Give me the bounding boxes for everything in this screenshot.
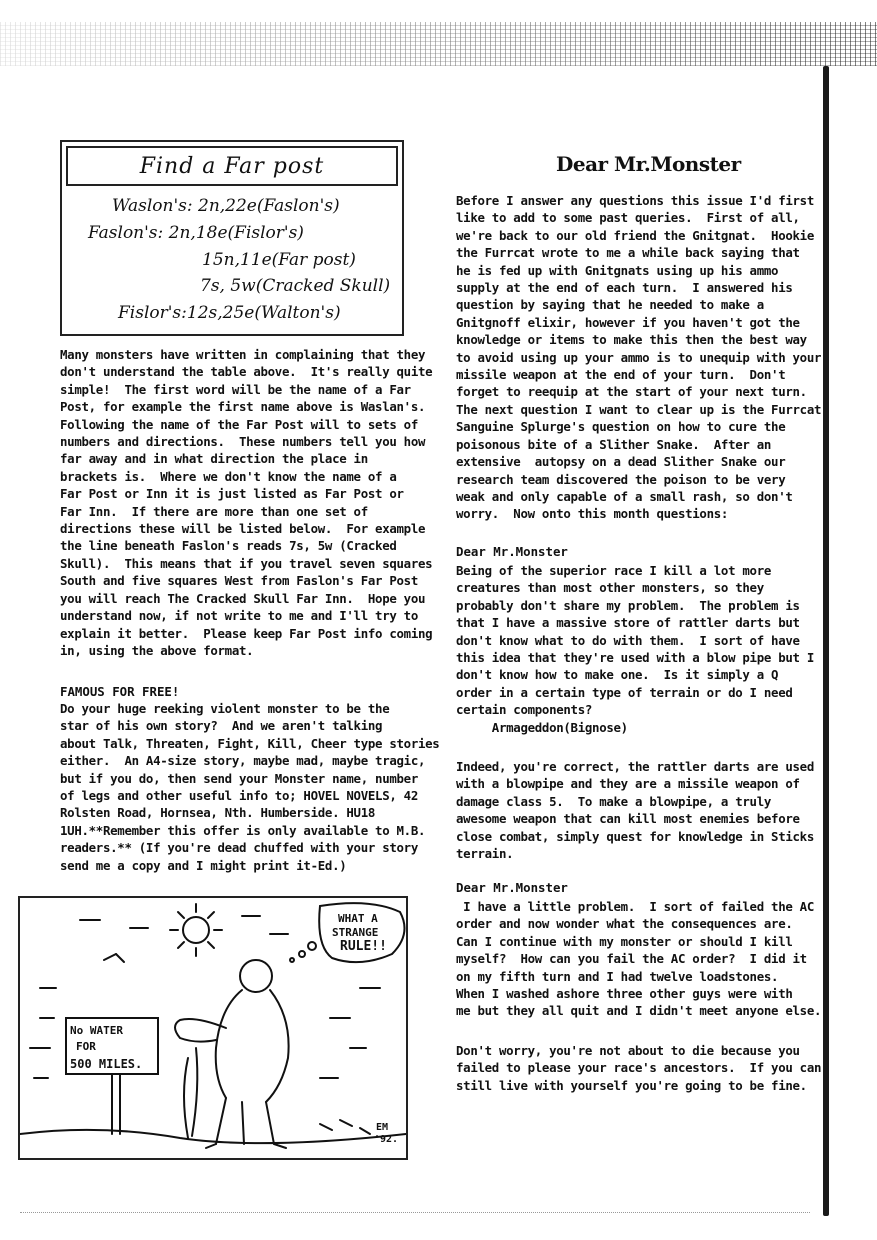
text-line: still live with yourself you're going to be fine. [456,1077,807,1093]
letter2-heading: Dear Mr.Monster [456,880,568,895]
text-line: knowledge or items to make this then the best way [456,332,807,348]
text-line: Many monsters have written in complaining that they [60,347,426,362]
sign-text-line: 500 MILES. [70,1057,143,1071]
text-line: When I washed ashore three other guys were with [456,986,793,1002]
text-line: we're back to our old friend the Gnitgnat. Hookie [456,227,814,243]
page-edge-shadow [823,66,829,1216]
sign-text-line: FOR [76,1040,96,1053]
text-line: that I have a massive store of rattler darts but [456,615,800,631]
signature-line: '92. [374,1134,399,1145]
letter1-heading: Dear Mr.Monster [456,544,568,559]
text-line: about Talk, Threaten, Fight, Kill, Cheer type stories [60,735,440,751]
text-line: 1UH.**Remember this offer is only available to M.B. [60,822,426,838]
text-line: South and five squares West from Faslon's Far Post [60,573,418,589]
cartoon-illustration [18,896,408,1160]
text-line: weak and only capable of a small rash, so don't [456,488,793,504]
text-line: Armageddon(Bignose) [456,719,628,735]
text-line: Following the name of the Far Post will to sets of [60,416,418,432]
text-line: far away and in what direction the place in [60,451,368,467]
text-line: missile weapon at the end of your turn. Don't [456,367,786,383]
far-post-line: Waslon's: 2n,22e(Faslon's) [112,196,340,216]
text-line: the line beneath Faslon's reads 7s, 5w (Cracked [60,538,397,554]
text-line: star of his own story? And we aren't talking [60,718,383,734]
text-line: Post, for example the first name above is Waslan's. [60,399,426,415]
far-post-line: Faslon's: 2n,18e(Fislor's) [88,223,304,243]
text-line: on my fifth turn and I had twelve loadstones. [456,968,779,984]
far-post-title: Find a Far post [139,153,325,179]
text-line: either. An A4-size story, maybe mad, maybe tragic, [60,753,426,769]
signature-line: EM [376,1122,389,1133]
text-line: certain components? [456,702,593,718]
far-post-line: 7s, 5w(Cracked Skull) [200,276,391,296]
text-line: explain it better. Please keep Far Post info coming [60,625,433,641]
far-post-title-frame [66,146,398,186]
text-line: worry. Now onto this month questions: [456,506,729,522]
text-line: Before I answer any questions this issue I'd first [456,193,814,208]
text-line: I have a little problem. I sort of failed the AC [456,899,814,914]
far-post-box [60,140,404,336]
text-line: order in a certain type of terrain or do I need [456,684,793,700]
text-line: creatures than most other monsters, so they [456,580,764,596]
famous-for-free-heading: FAMOUS FOR FREE! [60,684,180,699]
text-line: damage class 5. To make a blowpipe, a truly [456,793,772,809]
letter1-text [456,562,814,736]
bubble-text-line: WHAT A [338,912,378,925]
text-line: forget to reequip at the start of your next turn. [456,384,807,400]
text-line: probably don't share my problem. The problem is [456,597,800,613]
text-line: close combat, simply quest for knowledge in Sticks [456,828,814,844]
text-line: order and now wonder what the consequences are. [456,916,793,932]
sign-text-line: No WATER [70,1024,123,1037]
text-line: readers.** (If you're dead chuffed with your story [60,840,418,856]
text-line: with a blowpipe and they are a missile weapon of [456,776,800,792]
answer2-text [456,1042,821,1094]
text-line: Indeed, you're correct, the rattler darts are used [456,759,814,774]
text-line: of legs and other useful info to; HOVEL NOVELS, 42 [60,788,418,804]
famous-for-free-text [60,700,439,874]
text-line: brackets is. Where we don't know the name of a [60,468,397,484]
text-line: Sanguine Splurge's question on how to cure the [456,419,786,435]
text-line: question by saying that he needed to make a [456,297,764,313]
text-line: Skull). This means that if you travel seven squares [60,555,433,571]
text-line: myself? How can you fail the AC order? I did it [456,951,807,967]
text-line: terrain. [456,846,514,862]
bubble-text-line: RULE!! [340,939,387,954]
bottom-divider [20,1212,810,1214]
text-line: in, using the above format. [60,642,254,658]
text-line: Do your huge reeking violent monster to be the [60,701,390,716]
far-post-table [62,190,402,332]
text-line: Don't worry, you're not about to die because you [456,1043,800,1058]
scan-noise-header [0,22,877,66]
text-line: to avoid using up your ammo is to unequip with your [456,349,822,365]
text-line: research team discovered the poison to be very [456,471,786,487]
text-line: Can I continue with my monster or should I kill [456,933,793,949]
text-line: this idea that they're used with a blow pipe but I [456,650,814,666]
sun-drawing [170,904,222,956]
answer1-text [456,758,814,862]
text-line: Gnitgnoff elixir, however if you haven't got the [456,314,800,330]
letter2-text [456,898,821,1020]
text-line: poisonous bite of a Slither Snake. After an [456,436,772,452]
text-line: directions these will be listed below. For example [60,521,426,537]
text-line: don't understand the table above. It's really quite [60,364,433,380]
text-line: extensive autopsy on a dead Slither Snake our [456,454,786,470]
far-post-line: Fislor's:12s,25e(Walton's) [118,303,341,323]
intro-text [456,192,821,523]
bubble-text-line: STRANGE [332,926,379,939]
text-line: send me a copy and I might print it-Ed.) [60,857,347,873]
text-line: Far Post or Inn it is just listed as Far Post or [60,486,404,502]
far-post-line: 15n,11e(Far post) [202,250,356,270]
text-line: like to add to some past queries. First of all, [456,210,800,226]
text-line: understand now, if not write to me and I'll try to [60,608,418,624]
text-line: awesome weapon that can kill most enemies before [456,811,800,827]
text-line: Far Inn. If there are more than one set of [60,503,368,519]
text-line: you will reach The Cracked Skull Far Inn. Hope you [60,590,426,606]
far-post-explanation [60,346,432,659]
dear-mr-monster-title: Dear Mr.Monster [556,152,741,176]
text-line: but if you do, then send your Monster name, number [60,770,418,786]
text-line: simple! The first word will be the name of a Far [60,381,411,397]
text-line: he is fed up with Gnitgnats using up his ammo [456,262,779,278]
text-line: Being of the superior race I kill a lot more [456,563,772,578]
text-line: supply at the end of each turn. I answered his [456,280,793,296]
text-line: The next question I want to clear up is the Furrcat [456,401,822,417]
text-line: don't know how to make one. Is it simply a Q [456,667,779,683]
text-line: the Furrcat wrote to me a while back saying that [456,245,800,261]
text-line: don't know what to do with them. I sort of have [456,632,800,648]
text-line: me but they all quit and I didn't meet anyone else. [456,1003,822,1019]
text-line: numbers and directions. These numbers tell you how [60,434,426,450]
text-line: Rolsten Road, Hornsea, Nth. Humberside. HU18 [60,805,376,821]
text-line: failed to please your race's ancestors. If you can [456,1060,822,1076]
